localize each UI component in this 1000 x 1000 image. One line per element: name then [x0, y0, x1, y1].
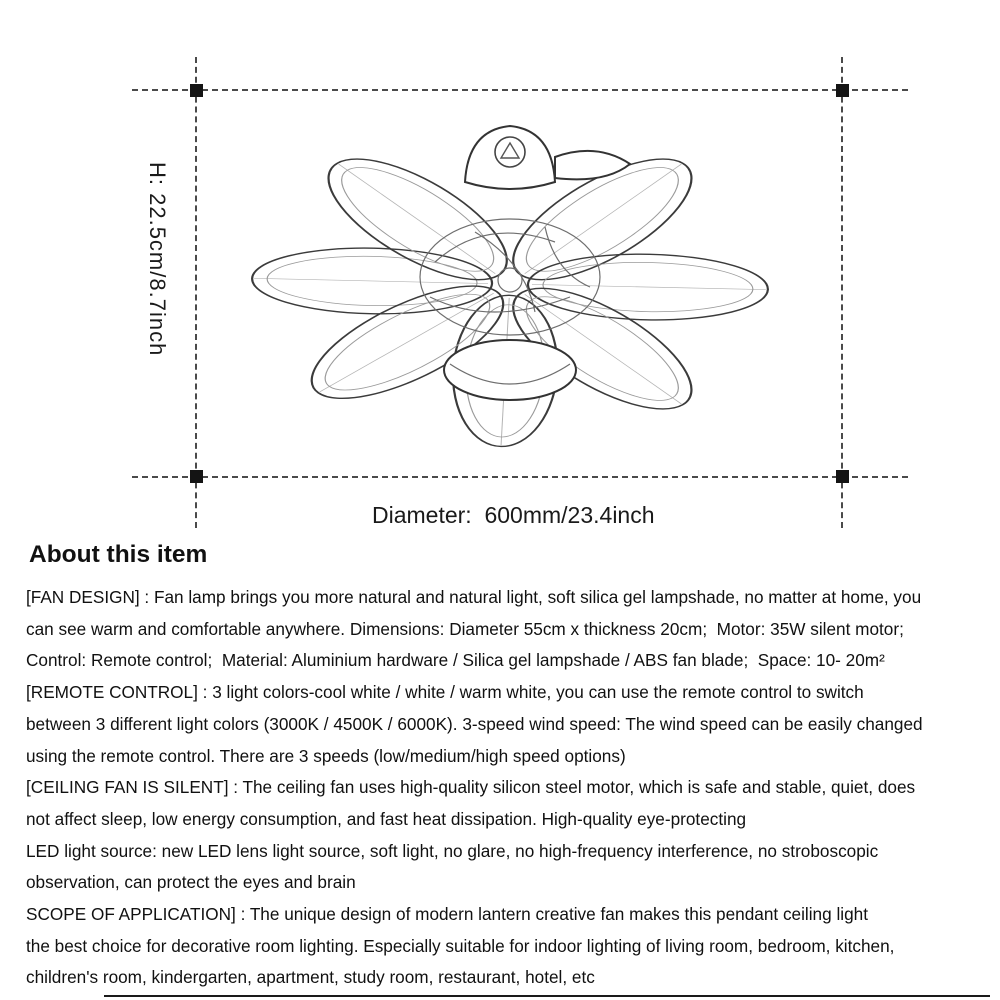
description-line: observation, can protect the eyes and brain [26, 872, 356, 893]
dashed-line-right [841, 57, 843, 528]
description-line: not affect sleep, low energy consumption, and fast heat dissipation. High-quality eye-protecting [26, 808, 747, 829]
corner-marker-bottom-right [836, 470, 849, 483]
lamp-dome [444, 340, 576, 400]
height-dimension-label: H: 22.5cm/8.7inch [145, 162, 170, 357]
motor-blade-sketch [420, 219, 600, 335]
description-line: [REMOTE CONTROL] : 3 light colors-cool white / white / warm white, you can use the remote control to switch [26, 682, 864, 703]
description-line: LED light source: new LED lens light source, soft light, no glare, no high-frequency interference, no stroboscopic [26, 840, 879, 861]
about-description [26, 582, 923, 994]
brand-logo-icon [495, 137, 525, 167]
dashed-line-top [132, 89, 908, 91]
fan-lamp-drawing-icon [225, 112, 795, 477]
canopy [465, 126, 630, 189]
bottom-divider [104, 995, 990, 997]
description-line: can see warm and comfortable anywhere. Dimensions: Diameter 55cm x thickness 20cm; Motor: 35W silent motor; [26, 618, 904, 639]
description-line: between 3 different light colors (3000K / 4500K / 6000K). 3-speed wind speed: The wind speed can be easily changed [26, 713, 923, 734]
description-line: children's room, kindergarten, apartment, study room, restaurant, hotel, etc [26, 967, 595, 988]
description-line: Control: Remote control; Material: Aluminium hardware / Silica gel lampshade / ABS fan blade; Space: 10- 20m² [26, 650, 885, 671]
corner-marker-top-right [836, 84, 849, 97]
diameter-dimension-label: Diameter: 600mm/23.4inch [372, 502, 655, 528]
corner-marker-top-left [190, 84, 203, 97]
description-line: SCOPE OF APPLICATION] : The unique design of modern lantern creative fan makes this pendant ceiling light [26, 904, 868, 925]
corner-marker-bottom-left [190, 470, 203, 483]
description-line: using the remote control. There are 3 speeds (low/medium/high speed options) [26, 745, 626, 766]
description-line: the best choice for decorative room lighting. Especially suitable for indoor lighting of living room, bedroom, kitchen, [26, 935, 895, 956]
dashed-line-left [195, 57, 197, 528]
description-line: [FAN DESIGN] : Fan lamp brings you more natural and natural light, soft silica gel lampshade, no matter at home, you [26, 587, 922, 607]
about-section-title: About this item [29, 541, 208, 568]
description-line: [CEILING FAN IS SILENT] : The ceiling fan uses high-quality silicon steel motor, which is safe and stable, quiet, does [26, 777, 916, 798]
